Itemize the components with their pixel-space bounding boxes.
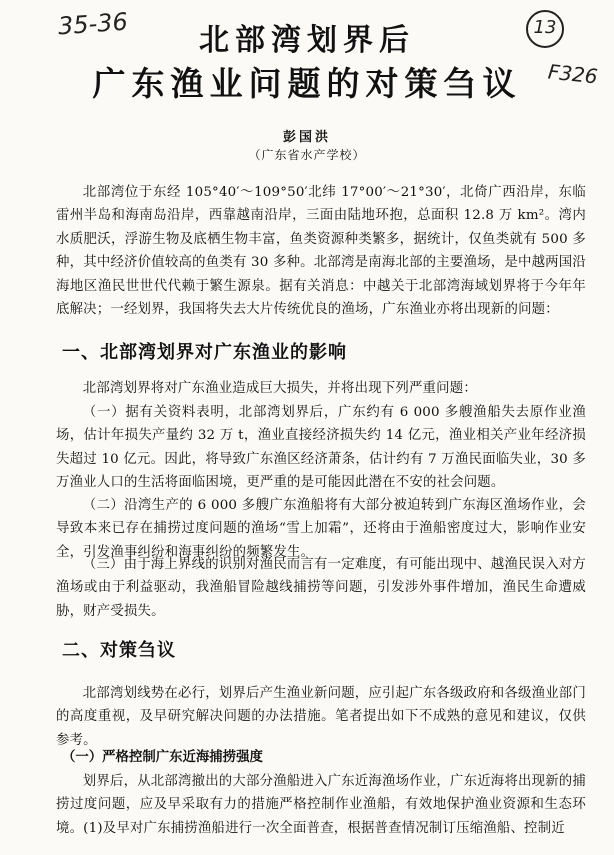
title-line-1: 北部湾划界后 <box>199 23 415 58</box>
handwritten-classification-code: F326 <box>546 59 599 89</box>
title-line-2: 广东渔业问题的对策刍议 <box>92 64 522 103</box>
section-2-lead: 北部湾划线势在必行，划界后产生渔业新问题，应引起广东各级政府和各级渔业部门的高度重视，及早研究解决问题的办法措施。笔者提出如下不成熟的意见和建议，仅供参考。 <box>56 686 586 748</box>
intro-paragraph: 北部湾位于东经 105°40′～109°50′北纬 17°00′～21°30′，北倚广西沿岸，东临雷州半岛和海南岛沿岸，西靠越南沿岸，三面由陆地环抱，总面积 12.8 万 km²。湾内水质肥沃，浮游生物及底栖生物丰富，鱼类资源种类繁多，据统计，仅鱼类就有 500 多种，其中经济价值较高的鱼类有 30 多种。北部湾是南海北部的主要渔场，是中越两国沿海地区渔民世世代代赖于繁生源泉。据有关消息：中越关于北部湾海域划界将于今年年底解决；一经划界，我国将失去大片传统优良的渔场，广东渔业亦将出现新的问题： <box>56 185 586 318</box>
handwritten-page-range: 35-36 <box>57 7 129 41</box>
section-1-item-3: （三）由于海上界线的识别对渔民而言有一定难度，有可能出现中、越渔民误入对方渔场或由于利益驱动，我渔船冒险越线捕捞等问题，引发涉外事件增加，渔民生命遭威胁，财产受损失。 <box>56 557 586 619</box>
handwritten-circled-number: 13 <box>526 10 564 48</box>
section-1-item-2: （二）沿湾生产的 6 000 多艘广东渔船将有大部分被迫转到广东海区渔场作业，会导致本来已存在捕捞过度问题的渔场“雪上加霜”，还将由于渔船密度过大，影响作业安全，引发渔事纠纷和海事纠纷的频繁发生。 <box>56 498 586 560</box>
section-1-lead: 北部湾划界将对广东渔业造成巨大损失，并将出现下列严重问题： <box>82 381 477 396</box>
section-1-heading: 一、北部湾划界对广东渔业的影响 <box>62 342 347 363</box>
section-2-subsection-1-text: 划界后，从北部湾撤出的大部分渔船进入广东近海渔场作业，广东近海将出现新的捕捞过度问题，应及早采取有力的措施严格控制作业渔船，有效地保护渔业资源和生态环境。(1)及早对广东捕捞渔船进行一次全面普查，根据普查情况制订压缩渔船、控制近 <box>56 774 586 836</box>
author-affiliation: （广东省水产学校） <box>248 148 366 162</box>
author-name: 彭国洪 <box>282 130 331 145</box>
section-2-heading: 二、对策刍议 <box>62 640 176 661</box>
section-1-item-1: （一）据有关资料表明，北部湾划界后，广东约有 6 000 多艘渔船失去原作业渔场，估计年损失产量约 32 万 t，渔业直接经济损失约 14 亿元，渔业相关产业年经济损失超过 10 亿元。因此，将导致广东渔区经济萧条，估计约有 7 万渔民面临失业，30 多万渔业人口的生活将面临困境，更严重的是可能因此潜在不安的社会问题。 <box>56 405 586 491</box>
section-2-subheading-1: （一）严格控制广东近海捕捞强度 <box>62 750 263 765</box>
